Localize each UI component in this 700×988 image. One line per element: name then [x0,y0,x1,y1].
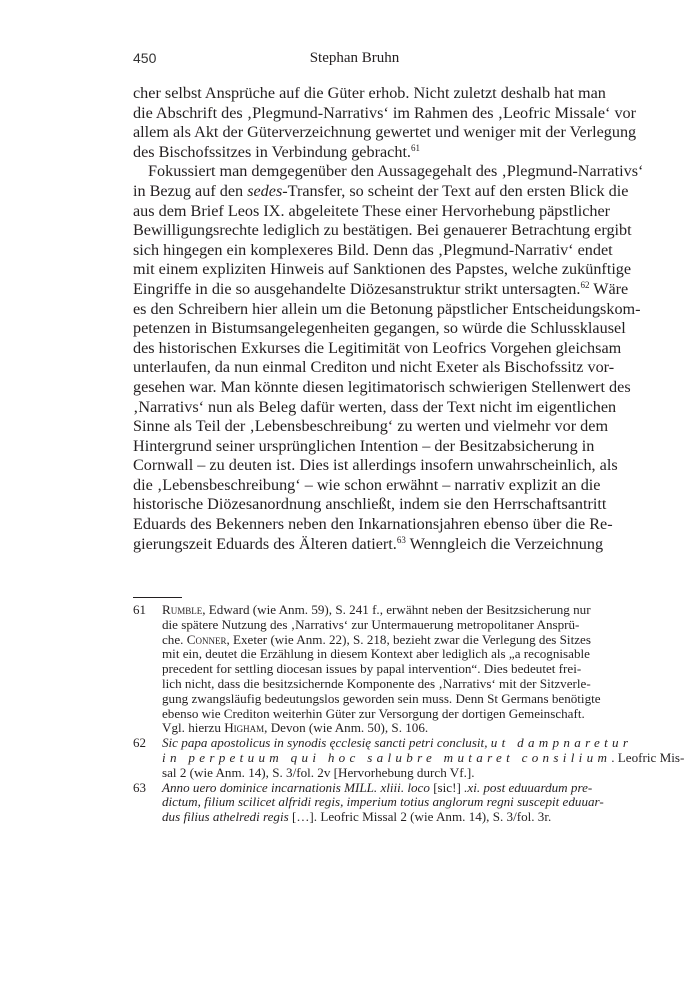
text-line: die Abschrift des ‚Plegmund-Narrativs‘ im Rahmen des ‚Leofric Missale‘ vor [133,103,637,122]
footnote-62: 62 Sic papa apostolicus in synodis ęcclesię sancti petri conclusit, ut dampnaretur in perpetuum qui hoc salubre mutaret consilium. Leofric Mis- sal 2 (wie Anm. 14), S. 3/fol. 2v [Hervorhebung durch Vf.]. [133,735,685,780]
text-line: Bewilligungsrechte lediglich zu bestätigen. Bei genauerer Betrachtung ergibt [133,221,632,240]
footnote-63: 63 Anno uero dominice incarnationis MILL. xliii. loco [sic!] .xi. post eduuardum pre- dictum, filium scilicet alfridi regis, imperium totius anglorum regni suscepit eduuar- dus filius athelredi regis […]. Leofric Missal 2 (wie Anm. 14), S. 3/fol. 3r. [133,779,604,825]
author-name: Conner [186,631,227,647]
text-line: allem als Akt der Güterverzeichnung gewertet und weniger mit der Verlegung [133,123,637,142]
main-text [133,84,644,554]
footnote-number: 63 [133,779,146,795]
footnote-rule [133,597,182,598]
text-line: Eingriffe in die so ausgehandelte Diözesanstruktur strikt untersagten.$^{62}$ Wäre [133,279,629,298]
text-line: gierungszeit Eduards des Älteren datiert.$^{63}$ Wenngleich die Verzeichnung [133,534,604,553]
text-line: mit einem expliziten Hinweis auf Sanktionen des Papstes, welche zukünftige [133,260,632,279]
text-line: des historischen Exkurses die Legitimität von Leofrics Vorgehen gleichsam [133,338,622,357]
text-line: die ‚Lebensbeschreibung‘ – wie schon erwähnt – narrativ explizit an die [133,475,601,494]
text-line: des Bischofssitzes in Verbindung gebracht.$^{61}$ [133,142,420,161]
author-name: Rumble [162,602,203,617]
text-line: petenzen in Bistumsangelegenheiten gegangen, so würde die Schlussklausel [133,319,626,338]
text-line: Sinne als Teil der ‚Lebensbeschreibung‘ zu werten und vielmehr vor dem [133,417,609,436]
text-line: es den Schreibern hier allein um die Betonung päpstlicher Entscheidungskom- [133,299,641,318]
footnote-ref-62[interactable]: 62 [580,279,590,290]
footnote-61: 61 Rumble, Edward (wie Anm. 59), S. 241 f., erwähnt neben der Besitzsicherung nur die spätere Nutzung des ‚Narrativs‘ zur Untermauerung metropolitaner Ansprü- che. Conner, Exeter (wie Anm. 22), S. 218, bezieht zwar die Verlegung des Sitzes mit ein, deutet die Erzählung in diesem Kontext aber lediglich als „a recognisable precedent for settling diocesan issues by papal intervention“. Dies bedeutet frei- lich nicht, dass die besitzsichernde Komponente des ‚Narrativs‘ mit der Sitzverle- gung zwangsläufig bedeutungslos geworden sein muss. Denn St Germans benötigte ebenso wie Crediton weiterhin Güter zur Versorgung der dortigen Gemeinschaft. Vgl. hierzu Higham, Devon (wie Anm. 50), S. 106. [133,602,601,736]
text-line: ‚Narrativs‘ nun als Beleg dafür werten, dass der Text nicht im eigentlichen [133,397,617,416]
text-line: historische Diözesanordnung anschließt, indem sie den Herrschaftsantritt [133,495,607,514]
footnote-ref-61[interactable]: 61 [410,142,420,153]
text-line: Fokussiert man demgegenüber den Aussagegehalt des ‚Plegmund-Narrativs‘ [148,162,644,181]
text-line: Eduards des Bekenners neben den Inkarnationsjahren ebenso über die Re- [133,515,613,534]
page-header [133,50,576,70]
author-name: Higham [224,720,265,736]
text-line: aus dem Brief Leos IX. abgeleitete These einer Hervorhebung päpstlicher [133,201,611,220]
footnote-number: 61 [133,602,146,617]
italic-term: sedes [247,181,283,200]
footnote-number: 62 [133,735,146,751]
text-line: cher selbst Ansprüche auf die Güter erhob. Nicht zuletzt deshalb hat man [133,84,606,102]
text-line: Cornwall – zu deuten ist. Dies ist allerdings insofern unwahrscheinlich, als [133,456,618,475]
text-line: Hintergrund seiner ursprünglichen Intention – der Besitzabsicherung in [133,436,595,455]
text-line: in Bezug auf den sedes-Transfer, so scheint der Text auf den ersten Blick die [133,181,629,200]
text-line: unterlaufen, da nun einmal Crediton und nicht Exeter als Bischofssitz vor- [133,358,615,377]
text-line: sich hingegen ein komplexeres Bild. Denn das ‚Plegmund-Narrativ‘ endet [133,240,613,259]
text-line: gesehen war. Man könnte diesen legitimatorisch schwierigen Stellenwert des [133,377,631,396]
running-head: Stephan Bruhn [309,50,400,66]
page-number: 450 [133,50,157,66]
footnotes [133,602,685,825]
footnote-ref-63[interactable]: 63 [396,534,406,545]
